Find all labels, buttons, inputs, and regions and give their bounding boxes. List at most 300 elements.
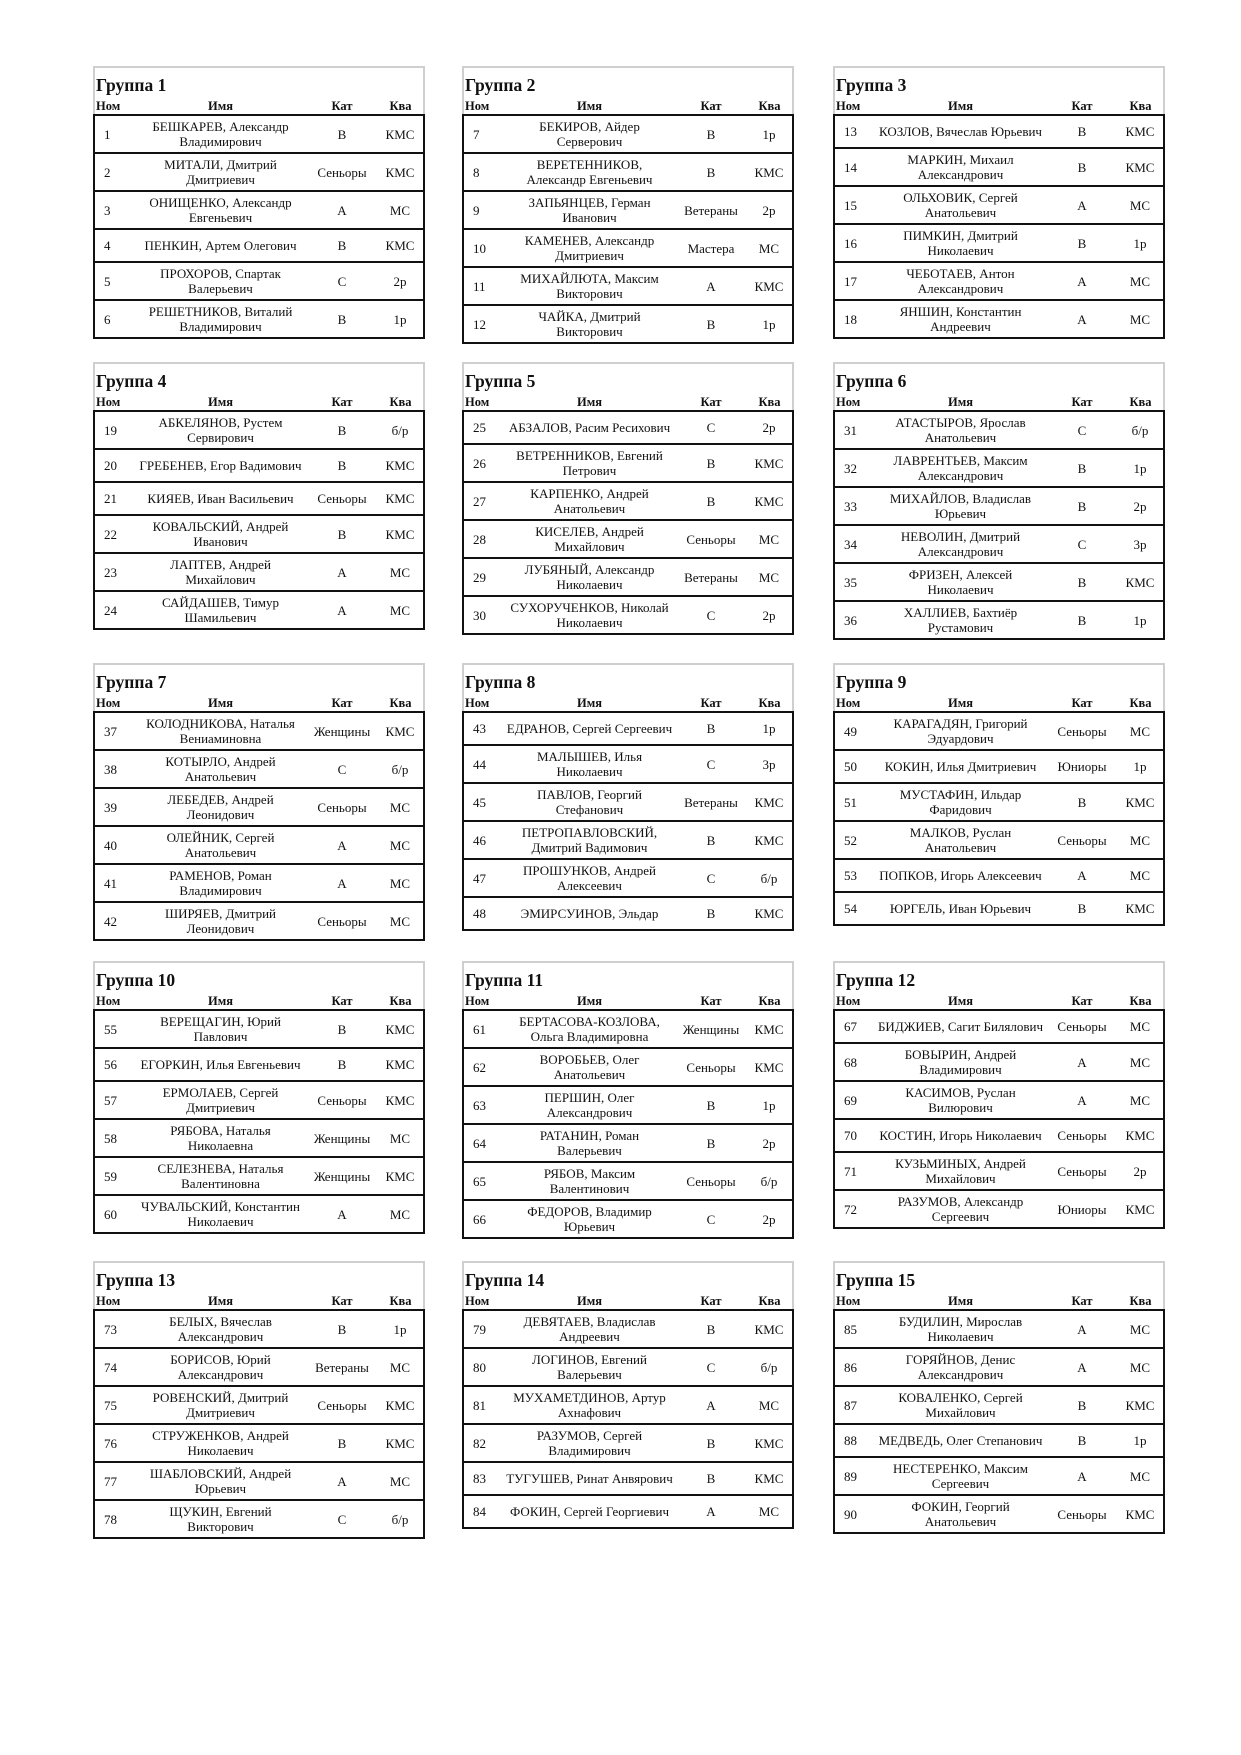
participant-number: 40 — [94, 826, 134, 864]
participant-category: В — [676, 305, 746, 343]
column-header-number: Ном — [465, 99, 490, 113]
participant-qualification: МС — [377, 591, 424, 629]
participant-number: 76 — [94, 1424, 134, 1462]
participant-qualification: КМС — [746, 482, 793, 520]
group-title: Группа 1 — [96, 75, 167, 95]
group-block — [833, 1261, 1165, 1534]
participant-qualification: КМС — [1117, 1119, 1164, 1152]
participant-name: ЧАЙКА, Дмитрий Викторович — [538, 309, 641, 339]
column-header-category: Кат — [331, 1294, 353, 1308]
column-header-category: Кат — [700, 696, 722, 710]
participant-qualification: КМС — [746, 1010, 793, 1048]
column-header-name: Имя — [948, 994, 973, 1008]
participant-category: Сеньоры — [676, 1048, 746, 1086]
participant-name: ОЛЬХОВИК, Сергей Анатольевич — [903, 190, 1018, 220]
participant-category: Юниоры — [1047, 750, 1117, 783]
participant-name-cell — [134, 153, 307, 191]
table-row — [834, 148, 1164, 186]
participant-name: СЕЛЕЗНЕВА, Наталья Валентиновна — [157, 1161, 284, 1191]
column-header-category: Кат — [700, 99, 722, 113]
participant-name-cell — [874, 1424, 1047, 1457]
participant-name: ГРЕБЕНЕВ, Егор Вадимович — [139, 458, 302, 473]
participant-number: 20 — [94, 449, 134, 482]
group-block — [462, 663, 794, 931]
table-row — [94, 191, 424, 229]
participant-qualification: б/р — [1117, 411, 1164, 449]
column-header-category: Кат — [331, 994, 353, 1008]
participant-qualification: 2р — [377, 262, 424, 300]
participant-name-cell — [134, 712, 307, 750]
column-header-qualification: Ква — [1129, 696, 1152, 710]
group-table — [833, 696, 1165, 926]
table-header-row — [834, 696, 1164, 712]
participant-name: ПОПКОВ, Игорь Алексеевич — [879, 868, 1042, 883]
table-row — [94, 902, 424, 940]
participant-number: 11 — [463, 267, 503, 305]
participant-category: Сеньоры — [1047, 1010, 1117, 1043]
participant-name: НЕСТЕРЕНКО, Максим Сергеевич — [893, 1461, 1028, 1491]
participant-category: В — [307, 1310, 377, 1348]
participant-name-cell — [134, 1157, 307, 1195]
participant-name-cell — [874, 563, 1047, 601]
participant-category: В — [307, 300, 377, 338]
participant-name: ОНИЩЕНКО, Александр Евгеньевич — [149, 195, 292, 225]
table-row — [463, 821, 793, 859]
participant-name: ПРОШУНКОВ, Андрей Алексеевич — [523, 863, 656, 893]
table-row — [463, 859, 793, 897]
group-block — [833, 663, 1165, 926]
participant-name-cell — [874, 1310, 1047, 1348]
participant-qualification: 1р — [1117, 1424, 1164, 1457]
participant-qualification: МС — [1117, 821, 1164, 859]
participant-category: Женщины — [307, 712, 377, 750]
participant-number: 10 — [463, 229, 503, 267]
table-row — [463, 897, 793, 930]
column-header-number: Ном — [465, 1294, 490, 1308]
group-title: Группа 7 — [96, 672, 167, 692]
table-row — [463, 1162, 793, 1200]
participant-name: ХАЛЛИЕВ, Бахтиёр Рустамович — [903, 605, 1018, 635]
participant-category: Женщины — [307, 1157, 377, 1195]
participant-category: Ветераны — [307, 1348, 377, 1386]
table-row — [463, 596, 793, 634]
table-row — [94, 1424, 424, 1462]
participant-number: 78 — [94, 1500, 134, 1538]
table-row — [834, 750, 1164, 783]
participant-qualification: 1р — [746, 1086, 793, 1124]
participant-number: 1 — [94, 115, 134, 153]
group-table — [462, 99, 794, 344]
participant-name: ВЕТРЕННИКОВ, Евгений Петрович — [516, 448, 663, 478]
participant-name: ЛАПТЕВ, Андрей Михайлович — [170, 557, 271, 587]
participant-qualification: МС — [377, 1348, 424, 1386]
participant-name: КАРПЕНКО, Андрей Анатольевич — [530, 486, 649, 516]
table-row — [463, 1462, 793, 1495]
participant-qualification: МС — [377, 1119, 424, 1157]
table-row — [94, 153, 424, 191]
participant-number: 21 — [94, 482, 134, 515]
participant-name: ПЕНКИН, Артем Олегович — [144, 238, 297, 253]
participant-name: АБЗАЛОВ, Расим Ресихович — [508, 420, 671, 435]
table-row — [834, 525, 1164, 563]
participant-qualification: КМС — [746, 1048, 793, 1086]
participant-name-cell — [134, 191, 307, 229]
table-row — [94, 515, 424, 553]
table-row — [94, 1010, 424, 1048]
participant-name-cell — [874, 262, 1047, 300]
participant-name-cell — [134, 1462, 307, 1500]
participant-category: В — [1047, 783, 1117, 821]
participant-name-cell — [134, 864, 307, 902]
participant-name-cell — [503, 191, 676, 229]
table-row — [463, 783, 793, 821]
participant-qualification: 1р — [746, 305, 793, 343]
table-row — [94, 411, 424, 449]
column-header-number: Ном — [96, 994, 121, 1008]
column-header-number: Ном — [96, 1294, 121, 1308]
column-header-category: Кат — [331, 395, 353, 409]
participant-qualification: КМС — [1117, 115, 1164, 148]
participant-qualification: КМС — [746, 444, 793, 482]
table-row — [834, 601, 1164, 639]
participant-category: Сеньоры — [1047, 712, 1117, 750]
participant-category: В — [676, 1462, 746, 1495]
participant-qualification: 2р — [746, 1124, 793, 1162]
participant-category: В — [676, 897, 746, 930]
table-row — [834, 1457, 1164, 1495]
column-header-number: Ном — [465, 994, 490, 1008]
participant-name-cell — [874, 1043, 1047, 1081]
participant-number: 44 — [463, 745, 503, 783]
participant-number: 31 — [834, 411, 874, 449]
group-table — [93, 696, 425, 941]
participant-name-cell — [874, 411, 1047, 449]
participant-qualification: МС — [746, 1495, 793, 1528]
participant-name: ЛОГИНОВ, Евгений Валерьевич — [532, 1352, 647, 1382]
participant-name: МАЛКОВ, Руслан Анатольевич — [909, 825, 1012, 855]
column-header-number: Ном — [836, 395, 861, 409]
table-header-row — [834, 99, 1164, 115]
participant-category: Сеньоры — [307, 788, 377, 826]
group-title: Группа 6 — [836, 371, 907, 391]
participant-number: 58 — [94, 1119, 134, 1157]
participant-name-cell — [503, 1310, 676, 1348]
participant-category: А — [1047, 186, 1117, 224]
participant-number: 77 — [94, 1462, 134, 1500]
group-table — [462, 1294, 794, 1529]
participant-number: 24 — [94, 591, 134, 629]
table-row — [834, 1386, 1164, 1424]
participant-category: Мастера — [676, 229, 746, 267]
participant-number: 36 — [834, 601, 874, 639]
participant-number: 7 — [463, 115, 503, 153]
participant-number: 25 — [463, 411, 503, 444]
participant-name-cell — [134, 229, 307, 262]
participant-category: А — [1047, 1043, 1117, 1081]
participant-qualification: КМС — [377, 1010, 424, 1048]
table-row — [463, 1200, 793, 1238]
participant-qualification: КМС — [746, 897, 793, 930]
participant-category: В — [1047, 487, 1117, 525]
table-header-row — [94, 395, 424, 411]
participant-category: С — [307, 750, 377, 788]
participant-name-cell — [134, 1386, 307, 1424]
participant-name: БЕРТАСОВА-КОЗЛОВА, Ольга Владимировна — [519, 1014, 660, 1044]
participant-qualification: 1р — [1117, 224, 1164, 262]
participant-name: ФЕДОРОВ, Владимир Юрьевич — [527, 1204, 652, 1234]
table-row — [94, 553, 424, 591]
participant-number: 30 — [463, 596, 503, 634]
participant-name: БЕКИРОВ, Айдер Серверович — [539, 119, 640, 149]
participant-qualification: МС — [1117, 1010, 1164, 1043]
participant-name: МУХАМЕТДИНОВ, Артур Ахнафович — [513, 1390, 666, 1420]
participant-name: ТУГУШЕВ, Ринат Анвярович — [506, 1471, 673, 1486]
participant-qualification: КМС — [1117, 783, 1164, 821]
participant-name: ОЛЕЙНИК, Сергей Анатольевич — [166, 830, 275, 860]
participant-number: 45 — [463, 783, 503, 821]
participant-category: В — [676, 115, 746, 153]
table-header-row — [834, 1294, 1164, 1310]
participant-number: 89 — [834, 1457, 874, 1495]
group-block — [462, 66, 794, 344]
participant-name-cell — [503, 444, 676, 482]
participant-qualification: 2р — [746, 191, 793, 229]
column-header-category: Кат — [331, 99, 353, 113]
participant-qualification: МС — [1117, 262, 1164, 300]
column-header-category: Кат — [700, 994, 722, 1008]
participant-name-cell — [503, 1162, 676, 1200]
participant-name: ФОКИН, Сергей Георгиевич — [510, 1504, 669, 1519]
group-table — [833, 395, 1165, 640]
participant-qualification: КМС — [377, 1157, 424, 1195]
participant-number: 34 — [834, 525, 874, 563]
table-row — [834, 783, 1164, 821]
participant-name: ПИМКИН, Дмитрий Николаевич — [903, 228, 1018, 258]
participant-name: ВОРОБЬЕВ, Олег Анатольевич — [539, 1052, 640, 1082]
participant-number: 80 — [463, 1348, 503, 1386]
column-header-qualification: Ква — [1129, 395, 1152, 409]
participant-number: 64 — [463, 1124, 503, 1162]
table-row — [94, 864, 424, 902]
group-block — [93, 663, 425, 941]
table-header-row — [463, 99, 793, 115]
column-header-category: Кат — [1071, 395, 1093, 409]
participant-number: 51 — [834, 783, 874, 821]
participant-name: МИТАЛИ, Дмитрий Дмитриевич — [164, 157, 277, 187]
participant-name: ЯНШИН, Константин Андреевич — [899, 304, 1022, 334]
participant-name: ДЕВЯТАЕВ, Владислав Андреевич — [523, 1314, 656, 1344]
participant-name-cell — [134, 449, 307, 482]
participant-qualification: МС — [1117, 1081, 1164, 1119]
table-row — [463, 1086, 793, 1124]
participant-qualification: 1р — [377, 300, 424, 338]
participant-name-cell — [134, 1310, 307, 1348]
participant-name: МАРКИН, Михаил Александрович — [907, 152, 1014, 182]
participant-name: РЯБОВ, Максим Валентинович — [543, 1166, 636, 1196]
participant-category: Сеньоры — [1047, 1495, 1117, 1533]
table-row — [94, 229, 424, 262]
table-header-row — [463, 1294, 793, 1310]
participant-category: А — [307, 1462, 377, 1500]
column-header-qualification: Ква — [389, 99, 412, 113]
table-header-row — [463, 395, 793, 411]
column-header-qualification: Ква — [389, 1294, 412, 1308]
participant-number: 22 — [94, 515, 134, 553]
participant-number: 84 — [463, 1495, 503, 1528]
participant-number: 83 — [463, 1462, 503, 1495]
participant-name-cell — [503, 897, 676, 930]
participant-qualification: КМС — [377, 1048, 424, 1081]
table-row — [463, 1048, 793, 1086]
participant-number: 5 — [94, 262, 134, 300]
participant-number: 67 — [834, 1010, 874, 1043]
participant-category: В — [676, 1424, 746, 1462]
participant-qualification: б/р — [377, 750, 424, 788]
participant-category: В — [676, 821, 746, 859]
participant-category: А — [676, 1495, 746, 1528]
table-row — [94, 712, 424, 750]
participant-qualification: б/р — [377, 411, 424, 449]
group-table — [93, 1294, 425, 1539]
participant-name: РАЗУМОВ, Александр Сергеевич — [897, 1194, 1024, 1224]
table-row — [834, 1119, 1164, 1152]
table-row — [94, 449, 424, 482]
participant-category: В — [676, 153, 746, 191]
participant-qualification: б/р — [746, 859, 793, 897]
table-row — [463, 267, 793, 305]
participant-qualification: 1р — [746, 712, 793, 745]
participant-name-cell — [134, 1195, 307, 1233]
participant-qualification: КМС — [377, 115, 424, 153]
participant-name: АТАСТЫРОВ, Ярослав Анатольевич — [895, 415, 1026, 445]
participant-name-cell — [874, 1152, 1047, 1190]
group-title: Группа 5 — [465, 371, 536, 391]
participant-category: А — [1047, 859, 1117, 892]
table-row — [834, 115, 1164, 148]
participant-name-cell — [503, 1124, 676, 1162]
participant-category: А — [307, 191, 377, 229]
participant-qualification: МС — [746, 520, 793, 558]
table-row — [834, 449, 1164, 487]
participant-category: Сеньоры — [307, 902, 377, 940]
column-header-number: Ном — [96, 99, 121, 113]
column-header-name: Имя — [208, 696, 233, 710]
participant-category: А — [1047, 1310, 1117, 1348]
participant-number: 90 — [834, 1495, 874, 1533]
participant-name: БЕШКАРЕВ, Александр Владимирович — [152, 119, 289, 149]
participant-name: БУДИЛИН, Мирослав Николаевич — [898, 1314, 1023, 1344]
participant-number: 13 — [834, 115, 874, 148]
participant-category: Юниоры — [1047, 1190, 1117, 1228]
table-row — [834, 300, 1164, 338]
table-row — [463, 745, 793, 783]
group-table — [93, 395, 425, 630]
participant-category: Сеньоры — [1047, 821, 1117, 859]
participant-number: 74 — [94, 1348, 134, 1386]
participant-number: 15 — [834, 186, 874, 224]
participant-number: 49 — [834, 712, 874, 750]
column-header-name: Имя — [577, 1294, 602, 1308]
participant-qualification: 2р — [1117, 487, 1164, 525]
participant-number: 43 — [463, 712, 503, 745]
participant-qualification: МС — [1117, 1043, 1164, 1081]
table-header-row — [834, 994, 1164, 1010]
participant-name-cell — [134, 826, 307, 864]
participant-name: ПЕРШИН, Олег Александрович — [544, 1090, 635, 1120]
participant-category: В — [1047, 563, 1117, 601]
table-row — [94, 1462, 424, 1500]
participant-qualification: МС — [746, 558, 793, 596]
participant-number: 18 — [834, 300, 874, 338]
participant-name: ЗАПЬЯНЦЕВ, Герман Иванович — [528, 195, 651, 225]
participant-name-cell — [503, 783, 676, 821]
participant-name: СТРУЖЕНКОВ, Андрей Николаевич — [152, 1428, 289, 1458]
participant-name: МУСТАФИН, Ильдар Фаридович — [899, 787, 1022, 817]
participant-name: БЕЛЫХ, Вячеслав Александрович — [169, 1314, 272, 1344]
group-block — [93, 1261, 425, 1539]
table-row — [834, 411, 1164, 449]
participant-number: 12 — [463, 305, 503, 343]
column-header-qualification: Ква — [758, 994, 781, 1008]
table-header-row — [94, 99, 424, 115]
table-header-row — [463, 994, 793, 1010]
participant-category: Сеньоры — [1047, 1119, 1117, 1152]
group-block — [833, 362, 1165, 640]
participant-qualification: б/р — [377, 1500, 424, 1538]
participant-category: А — [307, 826, 377, 864]
participant-number: 87 — [834, 1386, 874, 1424]
table-row — [834, 859, 1164, 892]
table-row — [834, 487, 1164, 525]
participant-number: 35 — [834, 563, 874, 601]
participant-qualification: МС — [377, 1195, 424, 1233]
column-header-qualification: Ква — [1129, 1294, 1152, 1308]
table-header-row — [94, 696, 424, 712]
participant-number: 42 — [94, 902, 134, 940]
participant-qualification: МС — [1117, 186, 1164, 224]
participant-name: МАЛЫШЕВ, Илья Николаевич — [536, 749, 643, 779]
participant-qualification: КМС — [1117, 892, 1164, 925]
participant-number: 65 — [463, 1162, 503, 1200]
participant-category: Сеньоры — [676, 1162, 746, 1200]
participant-qualification: 2р — [1117, 1152, 1164, 1190]
participant-name: ВЕРЕЩАГИН, Юрий Павлович — [160, 1014, 281, 1044]
group-table — [93, 99, 425, 339]
participant-name-cell — [134, 300, 307, 338]
column-header-qualification: Ква — [1129, 99, 1152, 113]
table-header-row — [834, 395, 1164, 411]
participant-number: 70 — [834, 1119, 874, 1152]
participant-category: В — [307, 229, 377, 262]
group-table — [833, 994, 1165, 1229]
table-row — [94, 1500, 424, 1538]
participant-name-cell — [874, 750, 1047, 783]
participant-name-cell — [874, 148, 1047, 186]
participant-number: 54 — [834, 892, 874, 925]
participant-name-cell — [134, 482, 307, 515]
participant-name-cell — [503, 596, 676, 634]
participant-qualification: МС — [377, 191, 424, 229]
column-header-category: Кат — [1071, 99, 1093, 113]
participant-name-cell — [134, 1048, 307, 1081]
participant-category: Женщины — [307, 1119, 377, 1157]
table-row — [834, 224, 1164, 262]
participant-qualification: КМС — [1117, 1495, 1164, 1533]
participant-name: ЛУБЯНЫЙ, Александр Николаевич — [524, 562, 655, 592]
participant-category: А — [307, 864, 377, 902]
participant-qualification: КМС — [1117, 148, 1164, 186]
participant-name-cell — [503, 1424, 676, 1462]
